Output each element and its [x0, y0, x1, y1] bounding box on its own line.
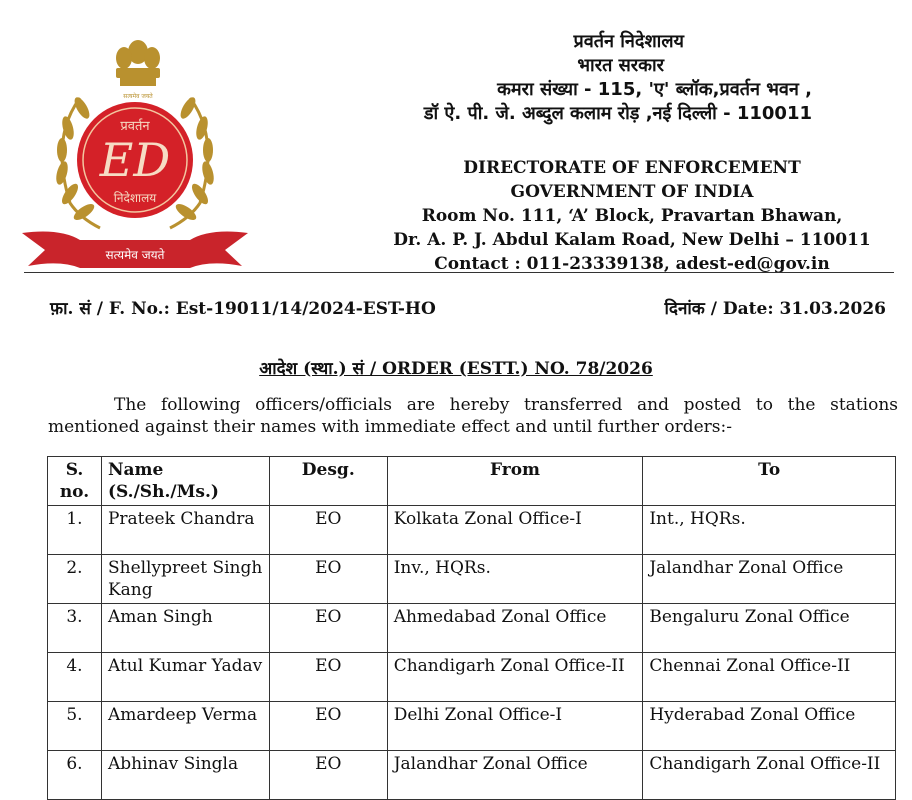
seal-text-top: प्रवर्तन [120, 119, 150, 134]
cell-desg: EO [269, 702, 387, 751]
cell-to: Jalandhar Zonal Office [643, 555, 896, 604]
cell-sno: 4. [48, 653, 102, 702]
cell-name: Abhinav Singla [101, 751, 269, 800]
cell-from: Delhi Zonal Office-I [387, 702, 643, 751]
cell-to: Int., HQRs. [643, 506, 896, 555]
cell-desg: EO [269, 506, 387, 555]
cell-name: Aman Singh [101, 604, 269, 653]
seal-text-bottom: निदेशालय [113, 191, 157, 205]
english-line-3: Room No. 111, ‘A’ Block, Pravartan Bhawan, [421, 206, 843, 226]
cell-sno: 2. [48, 555, 102, 604]
hindi-line-3: कमरा संख्या - 115, 'ए' ब्लॉक,प्रवर्तन भवन , [497, 79, 812, 100]
cell-desg: EO [269, 604, 387, 653]
english-line-4: Dr. A. P. J. Abdul Kalam Road, New Delhi – 110011 [393, 230, 871, 250]
cell-desg: EO [269, 653, 387, 702]
cell-to: Hyderabad Zonal Office [643, 702, 896, 751]
cell-from: Jalandhar Zonal Office [387, 751, 643, 800]
english-line-1: DIRECTORATE OF ENFORCEMENT [463, 158, 801, 178]
header-desg: Desg. [269, 457, 387, 506]
contact-line: Contact : 011-23339138, adest-ed@gov.in [434, 254, 830, 274]
order-date: दिनांक / Date: 31.03.2026 [664, 299, 886, 319]
order-title-text: आदेश (स्था.) सं / ORDER (ESTT.) NO. 78/2026 [259, 359, 653, 379]
table-row [48, 506, 896, 555]
table-row [48, 751, 896, 800]
table-row [48, 702, 896, 751]
table-row [48, 555, 896, 604]
cell-desg: EO [269, 555, 387, 604]
seal-monogram: ED [99, 133, 171, 187]
table-row [48, 604, 896, 653]
header-english [372, 156, 892, 276]
hindi-line-4: डॉ ऐ. पी. जे. अब्दुल कलाम रोड़ ,नई दिल्ली - 110011 [423, 103, 812, 124]
header-divider [24, 272, 894, 273]
ashoka-emblem-icon [116, 40, 160, 86]
header-name: Name (S./Sh./Ms.) [101, 457, 269, 506]
cell-sno: 5. [48, 702, 102, 751]
table-row [48, 653, 896, 702]
cell-from: Chandigarh Zonal Office-II [387, 653, 643, 702]
transfer-table [47, 456, 896, 800]
header-from: From [387, 457, 643, 506]
ribbon-text: सत्यमेव जयते [105, 248, 165, 262]
cell-sno: 1. [48, 506, 102, 555]
hindi-line-1: प्रवर्तन निदेशालय [573, 31, 684, 52]
table-header-row [48, 457, 896, 506]
cell-to: Chennai Zonal Office-II [643, 653, 896, 702]
file-number: फ़ा. सं / F. No.: Est-19011/14/2024-EST-HO [50, 299, 436, 319]
cell-from: Inv., HQRs. [387, 555, 643, 604]
cell-sno: 6. [48, 751, 102, 800]
cell-to: Bengaluru Zonal Office [643, 604, 896, 653]
cell-from: Kolkata Zonal Office-I [387, 506, 643, 555]
hindi-line-2: भारत सरकार [577, 55, 664, 76]
order-title [0, 356, 912, 379]
header-sno: S. no. [48, 457, 102, 506]
intro-paragraph [48, 394, 898, 438]
cell-sno: 3. [48, 604, 102, 653]
cell-to: Chandigarh Zonal Office-II [643, 751, 896, 800]
intro-text: The following officers/officials are hereby transferred and posted to the stations mentioned against their names with immediate effect and until further orders:- [48, 395, 898, 437]
cell-from: Ahmedabad Zonal Office [387, 604, 643, 653]
header-to: To [643, 457, 896, 506]
cell-name: Atul Kumar Yadav [101, 653, 269, 702]
cell-desg: EO [269, 751, 387, 800]
ed-seal-emblem [20, 28, 250, 273]
emblem-motto: सत्यमेव जयते [123, 93, 153, 100]
ed-logo [20, 28, 250, 273]
cell-name: Shellypreet Singh Kang [101, 555, 269, 604]
cell-name: Amardeep Verma [101, 702, 269, 751]
header-hindi [424, 30, 812, 126]
cell-name: Prateek Chandra [101, 506, 269, 555]
english-line-2: GOVERNMENT OF INDIA [510, 182, 754, 202]
